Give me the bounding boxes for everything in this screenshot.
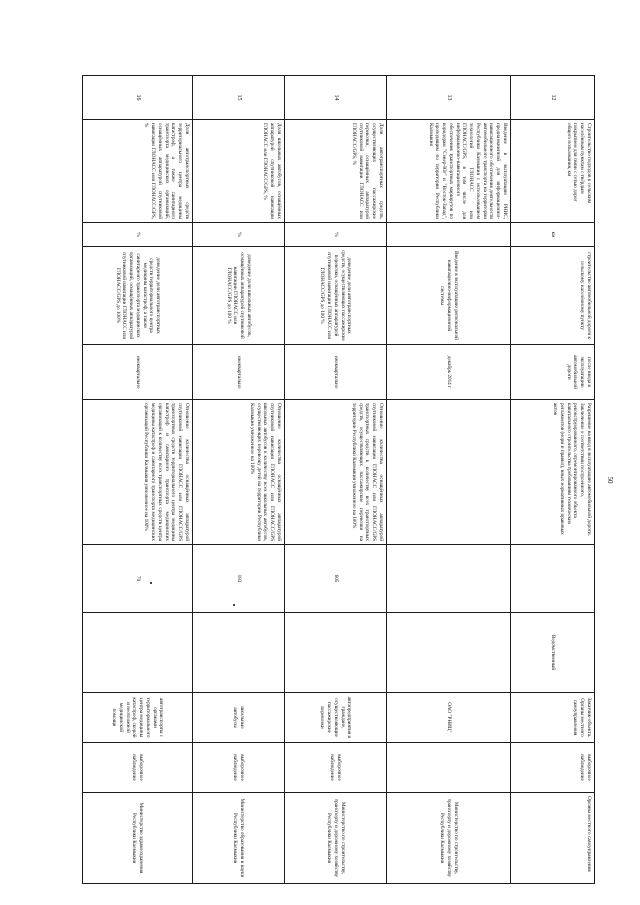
table-row (285, 76, 387, 884)
base-value: 183 (193, 545, 285, 613)
unit (387, 223, 511, 247)
period: ежеквартально (83, 345, 193, 400)
indicator-name: Доля автотранспортных средств территориального центра медицины катастроф, а также санитарного транспорта медицинских организаций, оснащённых аппаратурой спутниковой навигации ГЛОНАСС или ГЛОНАСС/GPS, % (83, 120, 193, 223)
scan-speck (150, 582, 152, 584)
respondents: ОАО "РНИЦ" (387, 693, 511, 743)
row-number: 14 (285, 76, 387, 120)
respondents: автопредприятия и граждане, осуществляющие пассажирские перевозки (285, 693, 387, 743)
data-source: Отношение количества оснащённых аппаратурой спутниковой навигации ГЛОНАСС или ГЛОНАСС/GPS транспортных средств территориального центра медицины катастроф и санитарного транспорта медицинских организаций к количеству всех транспортных средств центра медицины катастроф и санитарного транспорта медицинских организаций Республики Калмыкия умноженное на 100% (83, 400, 193, 545)
period: ежеквартально (193, 345, 285, 400)
table-row (193, 76, 285, 884)
data-source: Отношение количества оснащённых аппаратурой спутниковой навигации ГЛОНАСС или ГЛОНАСС/GPS транспортных средств к количеству всех транспортных средств, осуществляющих пассажирские перевозки на территории Республики Калмыкия умноженное на 100% (285, 400, 387, 545)
row-number: 15 (193, 76, 285, 120)
data-source (387, 400, 511, 545)
coverage: выборочное наблюдение (511, 743, 595, 793)
base-value (387, 545, 511, 613)
respondents: Заказчик-объекта. Органы местного самоуправления (511, 693, 595, 743)
table-row (387, 76, 511, 884)
coverage: выборочное наблюдение (193, 743, 285, 793)
formula: строительство автомобильной дороги к сельскому населённому пункту (511, 247, 595, 345)
respondents: автотранспорты с органами территориального центра медицины катастроф, скорой и неотложной медицинской помощи (83, 693, 193, 743)
rotated-page (83, 75, 595, 883)
coverage: выборочное наблюдение (285, 743, 387, 793)
collection-method (387, 613, 511, 693)
formula: доведение доли школьных автобусов, оснащённых аппаратурой спутниковой навигации ГЛОНАСС или ГЛОНАСС/GPS до 100 % (193, 247, 285, 345)
indicators-table (82, 75, 595, 884)
unit: км (511, 223, 595, 247)
unit: % (83, 223, 193, 247)
collection-method (193, 613, 285, 693)
unit: % (285, 223, 387, 247)
responsible: Органы местного самоуправления (511, 793, 595, 884)
coverage: выборочное наблюдение (83, 743, 193, 793)
responsible: Министерство образования и науки Республики Калмыкия (193, 793, 285, 884)
coverage (387, 743, 511, 793)
formula: Введение в эксплуатацию региональной навигационно-информационной системы (387, 247, 511, 345)
row-number: 13 (387, 76, 511, 120)
indicator-name: Строительство подходов к сельским населённым пунктам с твёрдым покрытием для связи с сетью дорог общего пользования, км (511, 120, 595, 223)
unit: % (193, 223, 285, 247)
row-number: 16 (83, 76, 193, 120)
base-value: 605 (285, 545, 387, 613)
collection-method: Ведомственный (511, 613, 595, 693)
base-value: 70 (83, 545, 193, 613)
responsible: Министерство здравоохранения Республики Калмыкия (83, 793, 193, 884)
scan-speck (233, 604, 235, 606)
base-value (511, 545, 595, 613)
table-row (511, 76, 595, 884)
data-source: Разрешение на ввод в эксплуатацию автомобильной дороги. Заключение о соответствии построенного, реконструированного, отремонтированного объекта капитального строительства требованиям технических регламентов (норм и правил), иных нормативных правовых актов (511, 400, 595, 545)
formula: доведение доли автотранспортных средств территориального центра медицины катастроф, а также санитарного транспорта медицинских организаций, оснащённых аппаратурой спутниковой навигации ГЛОНАСС или ГЛОНАСС/GPS до 100% (83, 247, 193, 345)
page-number: 50 (606, 476, 614, 484)
table-row (83, 76, 193, 884)
responsible: Министерство по строительству, транспорту и дорожному хозяйству Республики Калмыкия (285, 793, 387, 884)
indicator-name: Введение в эксплуатацию РНИС, предназначенной для информационно-навигационного обеспечения деятельности автомобильного транспорта на территории Республики Калмыкия с использованием технологий ГЛОНАСС или ГЛОНАСС/GPS, в том числе для информационно-навигационного обеспечения транспортных маршрутов по коридорам "Север-Юг" и "Восток-Запад", проходящим по территории Республики Калмыкия (387, 120, 511, 223)
indicator-name: Доля школьных автобусов, оснащённых аппаратурой спутниковой навигации ГЛОНАСС или ГЛОНАСС/GPS, % (193, 120, 285, 223)
collection-method (285, 613, 387, 693)
period: ежеквартально (285, 345, 387, 400)
period: после ввода в эксплуатацию автомобильной дороги (511, 345, 595, 400)
row-number: 12 (511, 76, 595, 120)
period: декабрь 2014 г (387, 345, 511, 400)
respondents: школьные автобусы (193, 693, 285, 743)
data-source: Отношение количества оснащённых аппаратурой спутниковой навигации ГЛОНАСС или ГЛОНАСС/GPS школьных автобусов к количеству всех школьных автобусов, осуществляющих перевозку детей на территории Республики Калмыкия умноженное на 100% (193, 400, 285, 545)
indicator-name: Доля автотранспортных средств, осуществляющих пассажирские перевозки, оснащённых аппаратурой спутниковой навигации ГЛОНАСС или ГЛОНАСС/GPS, % (285, 120, 387, 223)
responsible: Министерство по строительству, транспорту и дорожному хозяйству Республики Калмыкия (387, 793, 511, 884)
collection-method (83, 613, 193, 693)
formula: доведение доли автотранспортных средств, осуществляющих пассажирские перевозки, оснащённых аппаратурой спутниковой навигации ГЛОНАСС или ГЛОНАСС/GPS до 100 % (285, 247, 387, 345)
